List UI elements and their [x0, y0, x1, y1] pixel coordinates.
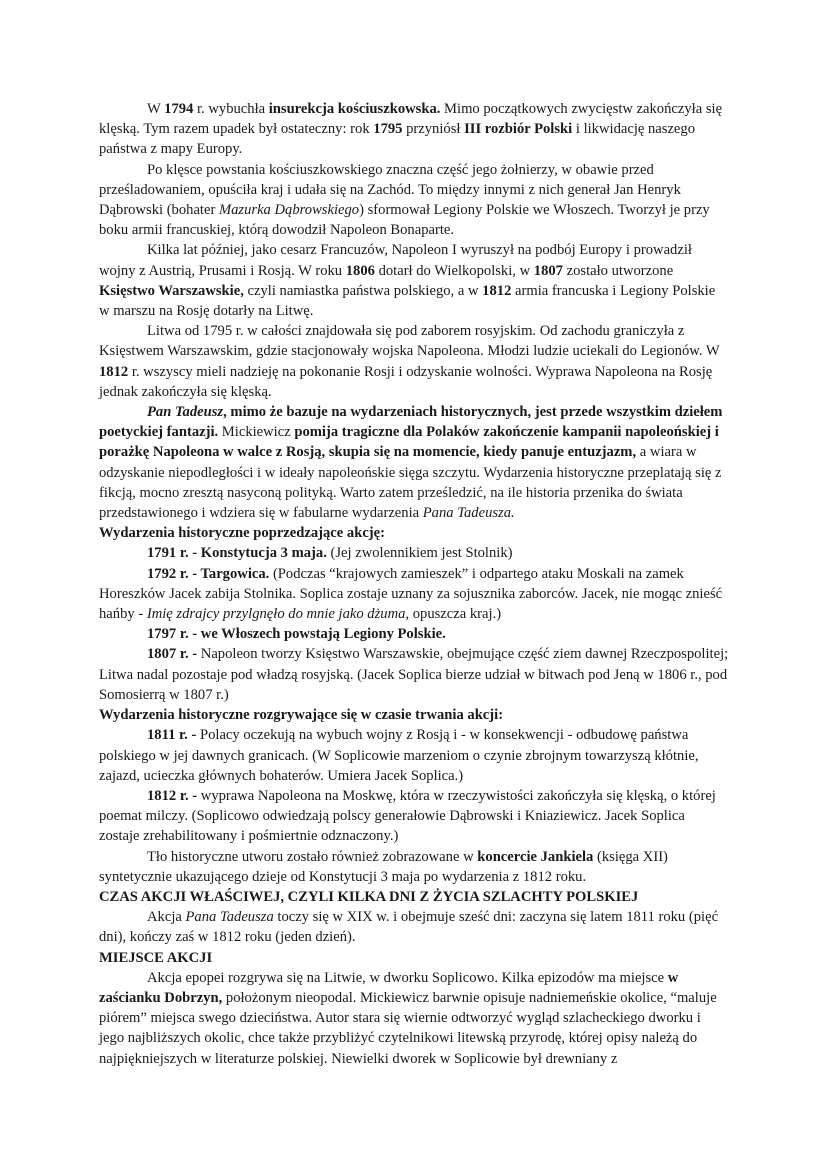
text-run: Litwa od 1795 r. w całości znajdowała się pod zaborem rosyjskim. Od zachodu graniczyła z Księstwem Warszawskim, gdzie stacjonowały wojska Napoleona. Młodzi ludzie uciekali do Legionów. W	[99, 323, 720, 360]
heading-events-during: Wydarzenia historyczne rozgrywające się w czasie trwania akcji:	[99, 707, 504, 724]
text-run: pomija tragiczne dla Polaków zakończenie kampanii napoleońskiej i porażkę Napoleona w walce z Rosją, skupia się na momencie, kiedy panuje entuzjazm,	[99, 424, 719, 461]
paragraph-place	[99, 968, 729, 1069]
text-run: Tło historyczne utworu zostało również zobrazowane w	[147, 848, 478, 865]
text-run: położonym nieopodal. Mickiewicz barwnie opisuje nadniemeńskie okolice, “maluje piórem” miejsca swego dzieciństwa. Autor stara się wiernie odtworzyć wygląd szlacheckiego dworku i jego najbliższych okolic, chce także przybliżyć czytelnikowi litewską przyrodę, której opisy należą do najpiękniejszych w literaturze polskiej. Niewielki dworek w Soplicowie był drewniany z	[99, 989, 717, 1067]
text-run: dotarł do Wielkopolski, w	[374, 262, 534, 279]
text-run: (Jej zwolennikiem jest Stolnik)	[326, 545, 513, 562]
text-run	[147, 404, 223, 420]
text-run: 1797 r. - we Włoszech powstają Legiony Polskie.	[147, 626, 446, 643]
text-run: Mickiewicz	[218, 424, 295, 441]
text-run: III rozbiór Polski	[464, 121, 573, 138]
text-run: r. wybuchła	[193, 101, 269, 117]
text-run: Napoleon tworzy Księstwo Warszawskie, obejmujące część ziem dawnej Rzeczpospolitej; Litwa nadal pozostaje pod władzą rosyjską. (Jacek Soplica bierze udział w bitwach pod Jeną w 1806 r., pod Somosierrą w 1807 r.)	[99, 646, 729, 703]
paragraph-koncert-jankiela	[99, 847, 729, 887]
text-run: Kilka lat później, jako cesarz Francuzów, Napoleon I wyruszył na podbój Europy i prowadził wojny z Austrią, Prusami i Rosją. W roku	[99, 242, 692, 279]
text-run: Mazurka Dąbrowskiego	[218, 202, 360, 219]
text-run: , mimo że bazuje na wydarzeniach historycznych, jest przede wszystkim dziełem poetyckiej fantazji.	[99, 404, 723, 441]
text-run: Polacy oczekują na wybuch wojny z Rosją i - w konsekwencji - odbudowę państwa polskiego w jej dawnych granicach. (W Soplicowie marzeniom o czynie zbrojnym towarzyszą kłótnie, zajazd, ucieczka głównych bohaterów. Umiera Jacek Soplica.)	[99, 727, 699, 784]
paragraph-napoleon	[99, 240, 729, 321]
event-1807	[99, 644, 729, 705]
text-run: 1792 r. - Targowica.	[147, 565, 270, 582]
text-run: opuszcza kraj.)	[409, 606, 502, 623]
text-run: insurekcja kościuszkowska.	[268, 101, 441, 117]
event-1797	[99, 624, 729, 644]
text-run: wyprawa Napoleona na Moskwę, która w rzeczywistości zakończyła się klęską, o której poemat milczy. (Soplicowo odwiedzają polscy generałowie Dąbrowski i Kniaziewicz. Jacek Soplica zostaje zrehabilitowany i pośmiertnie odznaczony.)	[99, 787, 716, 845]
event-1811	[99, 725, 729, 786]
text-run: i likwidację naszego państwa z mapy Europy.	[99, 121, 696, 158]
text-run: Księstwo Warszawskie,	[99, 282, 244, 299]
event-1791	[99, 543, 729, 563]
text-run: Akcja epopei rozgrywa się na Litwie, w dworku Soplicowo. Kilka epizodów ma miejsce	[147, 969, 668, 986]
paragraph-time	[99, 907, 729, 947]
heading-events-before: Wydarzenia historyczne poprzedzające akcję:	[99, 525, 385, 542]
event-1812	[99, 786, 729, 847]
text-run: (Podczas “krajowych zamieszek” i odpartego ataku Moskali na zamek Horeszków Jacek zabija Stolnika. Soplica zostaje uznany za sojusznika zaborców. Jacek, nie mogąc znieść hańby -	[99, 565, 723, 623]
text-run: Pana Tadeusza.	[422, 505, 515, 522]
text-run: 1795	[373, 121, 403, 138]
heading-place: MIEJSCE AKCJI	[99, 949, 213, 966]
paragraph-pan-tadeusz	[99, 402, 729, 523]
paragraph-litwa	[99, 321, 729, 402]
text-run: 1811 r. -	[147, 727, 197, 744]
text-run: W	[147, 101, 165, 117]
text-run: w zaścianku Dobrzyn,	[99, 969, 679, 1006]
text-run: toczy się w XIX w. i obejmuje sześć dni: zaczyna się latem 1811 roku (pięć dni), kończy zaś w 1812 roku (jeden dzień).	[99, 909, 719, 946]
text-run: ) sformował Legiony Polskie we Włoszech. Tworzył je przy boku armii francuskiej, którą dowodził Napoleon Bonaparte.	[99, 202, 710, 239]
text-run: Mimo początkowych zwycięstw zakończyła się klęską. Tym razem upadek był ostateczny: rok	[99, 101, 723, 138]
text-run: 1807	[533, 262, 563, 279]
document-page	[99, 99, 729, 1069]
text-run: przyniósł	[402, 121, 465, 138]
text-run: 1812	[99, 363, 129, 380]
heading-time: CZAS AKCJI WŁAŚCIWEJ, CZYLI KILKA DNI Z ŻYCIA SZLACHTY POLSKIEJ	[99, 888, 639, 905]
text-run: armia francuska i Legiony Polskie w marszu na Rosję dotarły na Litwę.	[99, 282, 716, 320]
text-run: Po klęsce powstania kościuszkowskiego znaczna część jego żołnierzy, w obawie przed prześladowaniem, opuściła kraj i udała się na Zachód. To między innymi z nich generał Jan Henryk Dąbrowski (bohater	[99, 161, 681, 219]
text-run: 1791 r. - Konstytucja 3 maja.	[147, 545, 327, 562]
text-run: r. wszyscy mieli nadzieję na pokonanie Rosji i odzyskanie wolności. Wyprawa Napoleona na Rosję jednak zakończyła się klęską.	[99, 363, 713, 400]
text-run: czyli namiastka państwa polskiego, a w	[243, 282, 483, 299]
text-run: a wiara w odzyskanie niepodległości i w ideały napoleońskie sięga szczytu. Wydarzenia historyczne przeplatają się z fikcją, mocno zresztą nasyconą polityką. Warto zatem prześledzić, na ile historia przenika do świata przedstawionego i wdziera się w fabularne wydarzenia	[99, 444, 722, 522]
text-run: Pan Tadeusz	[147, 404, 224, 421]
text-run: 1812	[482, 282, 512, 299]
text-run: Pana Tadeusza	[185, 909, 274, 926]
text-run: 1812 r. -	[147, 787, 198, 804]
paragraph-legiony	[99, 160, 729, 241]
text-run: 1806	[345, 262, 375, 279]
text-run: 1794	[164, 101, 194, 117]
text-run: Imię zdrajcy przylgnęło do mnie jako dżuma,	[146, 606, 410, 623]
text-run: (księga XII) syntetycznie ukazującego dzieje od Konstytucji 3 maja po wydarzenia z 1812 roku.	[99, 848, 668, 885]
event-1792	[99, 564, 729, 625]
text-run: Akcja	[147, 909, 186, 926]
text-run: koncercie Jankiela	[477, 848, 594, 865]
paragraph-insurekcja	[99, 99, 729, 160]
text-run: 1807 r. -	[147, 646, 198, 663]
text-run: zostało utworzone	[562, 262, 674, 279]
